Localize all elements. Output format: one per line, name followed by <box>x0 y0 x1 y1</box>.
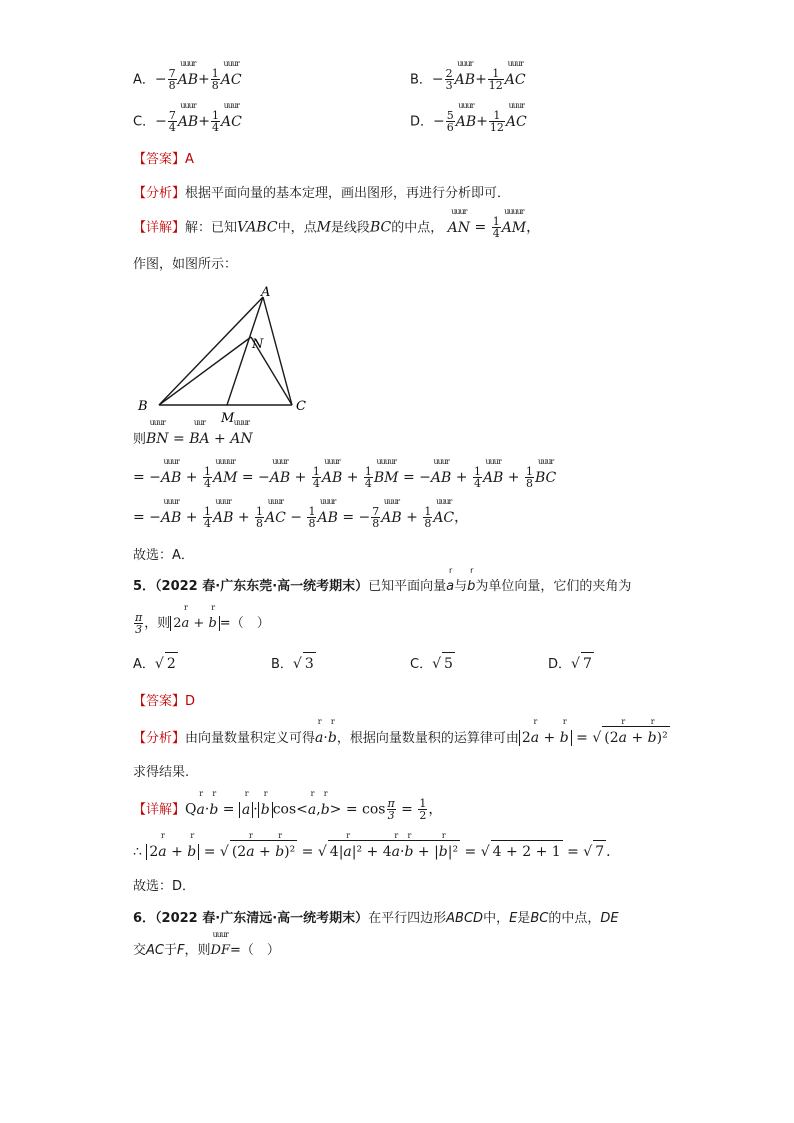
conclusion-q4: 故选：A． <box>133 548 194 563</box>
vector-ab: uuur AB <box>177 100 199 130</box>
option-5c[interactable]: C．√ 5 <box>410 652 455 676</box>
option-b[interactable]: B．− $\frac{2}{3}$ uuur AB+ $\frac{1}{12}$ uuur AC <box>410 58 526 92</box>
option-5b[interactable]: B．√ 3 <box>271 652 316 676</box>
option-label: B． <box>410 72 432 88</box>
conclusion-q5: 故选：D． <box>133 879 196 894</box>
question-5-stem: 5．（2022 春·广东东莞·高一统考期末）已知平面向量 r a与 r b为单位向量，它们的夹角为 <box>133 566 632 594</box>
triangle-figure <box>130 282 320 427</box>
analysis-text: 根据平面向量的基本定理，画出图形，再进行分析即可． <box>185 186 511 201</box>
answer-tag: 【答案】 <box>133 152 186 167</box>
question-6-stem: 6．（2022 春·广东清远·高一统考期末）在平行四边形ABCD中，E是BC的中点，DE <box>133 911 619 926</box>
option-d[interactable]: D．− $\frac{5}{6}$ uuur AB+ $\frac{1}{12}$ uuur AC <box>410 100 527 134</box>
question-5-stem-cont: $\frac{\pi}{3}$ ，则 2 r a + r b =（ ） <box>135 603 270 636</box>
option-label: C． <box>133 114 156 130</box>
answer-value: A <box>185 152 194 167</box>
label-b: B <box>138 399 148 414</box>
option-c[interactable]: C．− $\frac{7}{4}$ uuur AB+ $\frac{1}{4}$ uuur AC <box>133 100 242 134</box>
vector-ab: uuur AB <box>177 58 199 88</box>
analysis-line-5: 【分析】由向量数量积定义可得 r a· r b，根据向量数量积的运算律可由 2 r a + r b = √ (2 r a + r b)² <box>133 726 670 750</box>
detail-line-5: 【详解】Q r a· r b = r a · r b cos< r a, r b> = cos $\frac{\pi}{3}$ = $\frac{1}{2}$ ， <box>133 788 443 822</box>
label-m: M <box>221 411 235 426</box>
derivation-line-1: 则 uuur BN = uur BA + uuur AN <box>133 418 253 447</box>
option-label: A． <box>133 72 155 88</box>
question-6-stem-cont: 交AC于F，则 uuur DF=（ ） <box>133 930 280 958</box>
detail-line-5b: ∴ 2 r a + r b = √ (2 r a + r b)² = √ 4| r a|² + 4 r a· r b + | r b|² = √ 4 + 2 + 1 = √ 7 ． <box>133 840 620 863</box>
vector-ab: uuur AB <box>454 58 476 88</box>
answer-line <box>133 148 194 171</box>
option-5d[interactable]: D．√ 7 <box>548 652 594 676</box>
vector-ac: uuur AC <box>504 58 526 88</box>
detail-tag: 【详解】 <box>133 220 186 236</box>
label-n: N <box>252 337 264 352</box>
answer-line-5: 【答案】D <box>133 694 196 709</box>
label-c: C <box>296 399 306 414</box>
label-a: A <box>261 285 271 300</box>
vector-ac: uuur AC <box>505 100 527 130</box>
derivation-line-3: = − uuur AB + $\frac{1}{4}$ uuur AB + $\frac{1}{8}$ uuur AC − $\frac{1}{8}$ uuur AB = − $\frac{7}{8}$ uuur AB + $\frac{1}{8}$ uuur AC， <box>133 496 469 530</box>
option-label: D． <box>410 114 434 130</box>
analysis-tag: 【分析】 <box>133 186 186 201</box>
vector-ac: uuur AC <box>220 100 242 130</box>
draw-note: 作图，如图所示： <box>133 257 238 272</box>
analysis-line-5-cont: 求得结果. <box>133 765 190 780</box>
vector-ab: uuur AB <box>455 100 477 130</box>
option-5a[interactable]: A．√ 2 <box>133 652 178 676</box>
vector-ac: uuur AC <box>220 58 242 88</box>
derivation-line-2: = − uuur AB + $\frac{1}{4}$ uuuur AM = − uuur AB + $\frac{1}{4}$ uuur AB + $\frac{1}{4}$ uuuur BM = − uuur AB + $\frac{1}{4}$ uuur AB + $\frac{1}{8}$ uuur BC <box>133 456 557 490</box>
detail-line: 【详解】解：已知VABC中，点M是线段BC的中点， uuur AN = $\frac{1}{4}$ uuuur AM， <box>133 206 541 240</box>
option-a[interactable]: A．− $\frac{7}{8}$ uuur AB+ $\frac{1}{8}$ uuur AC <box>133 58 242 92</box>
analysis-line <box>133 182 510 205</box>
